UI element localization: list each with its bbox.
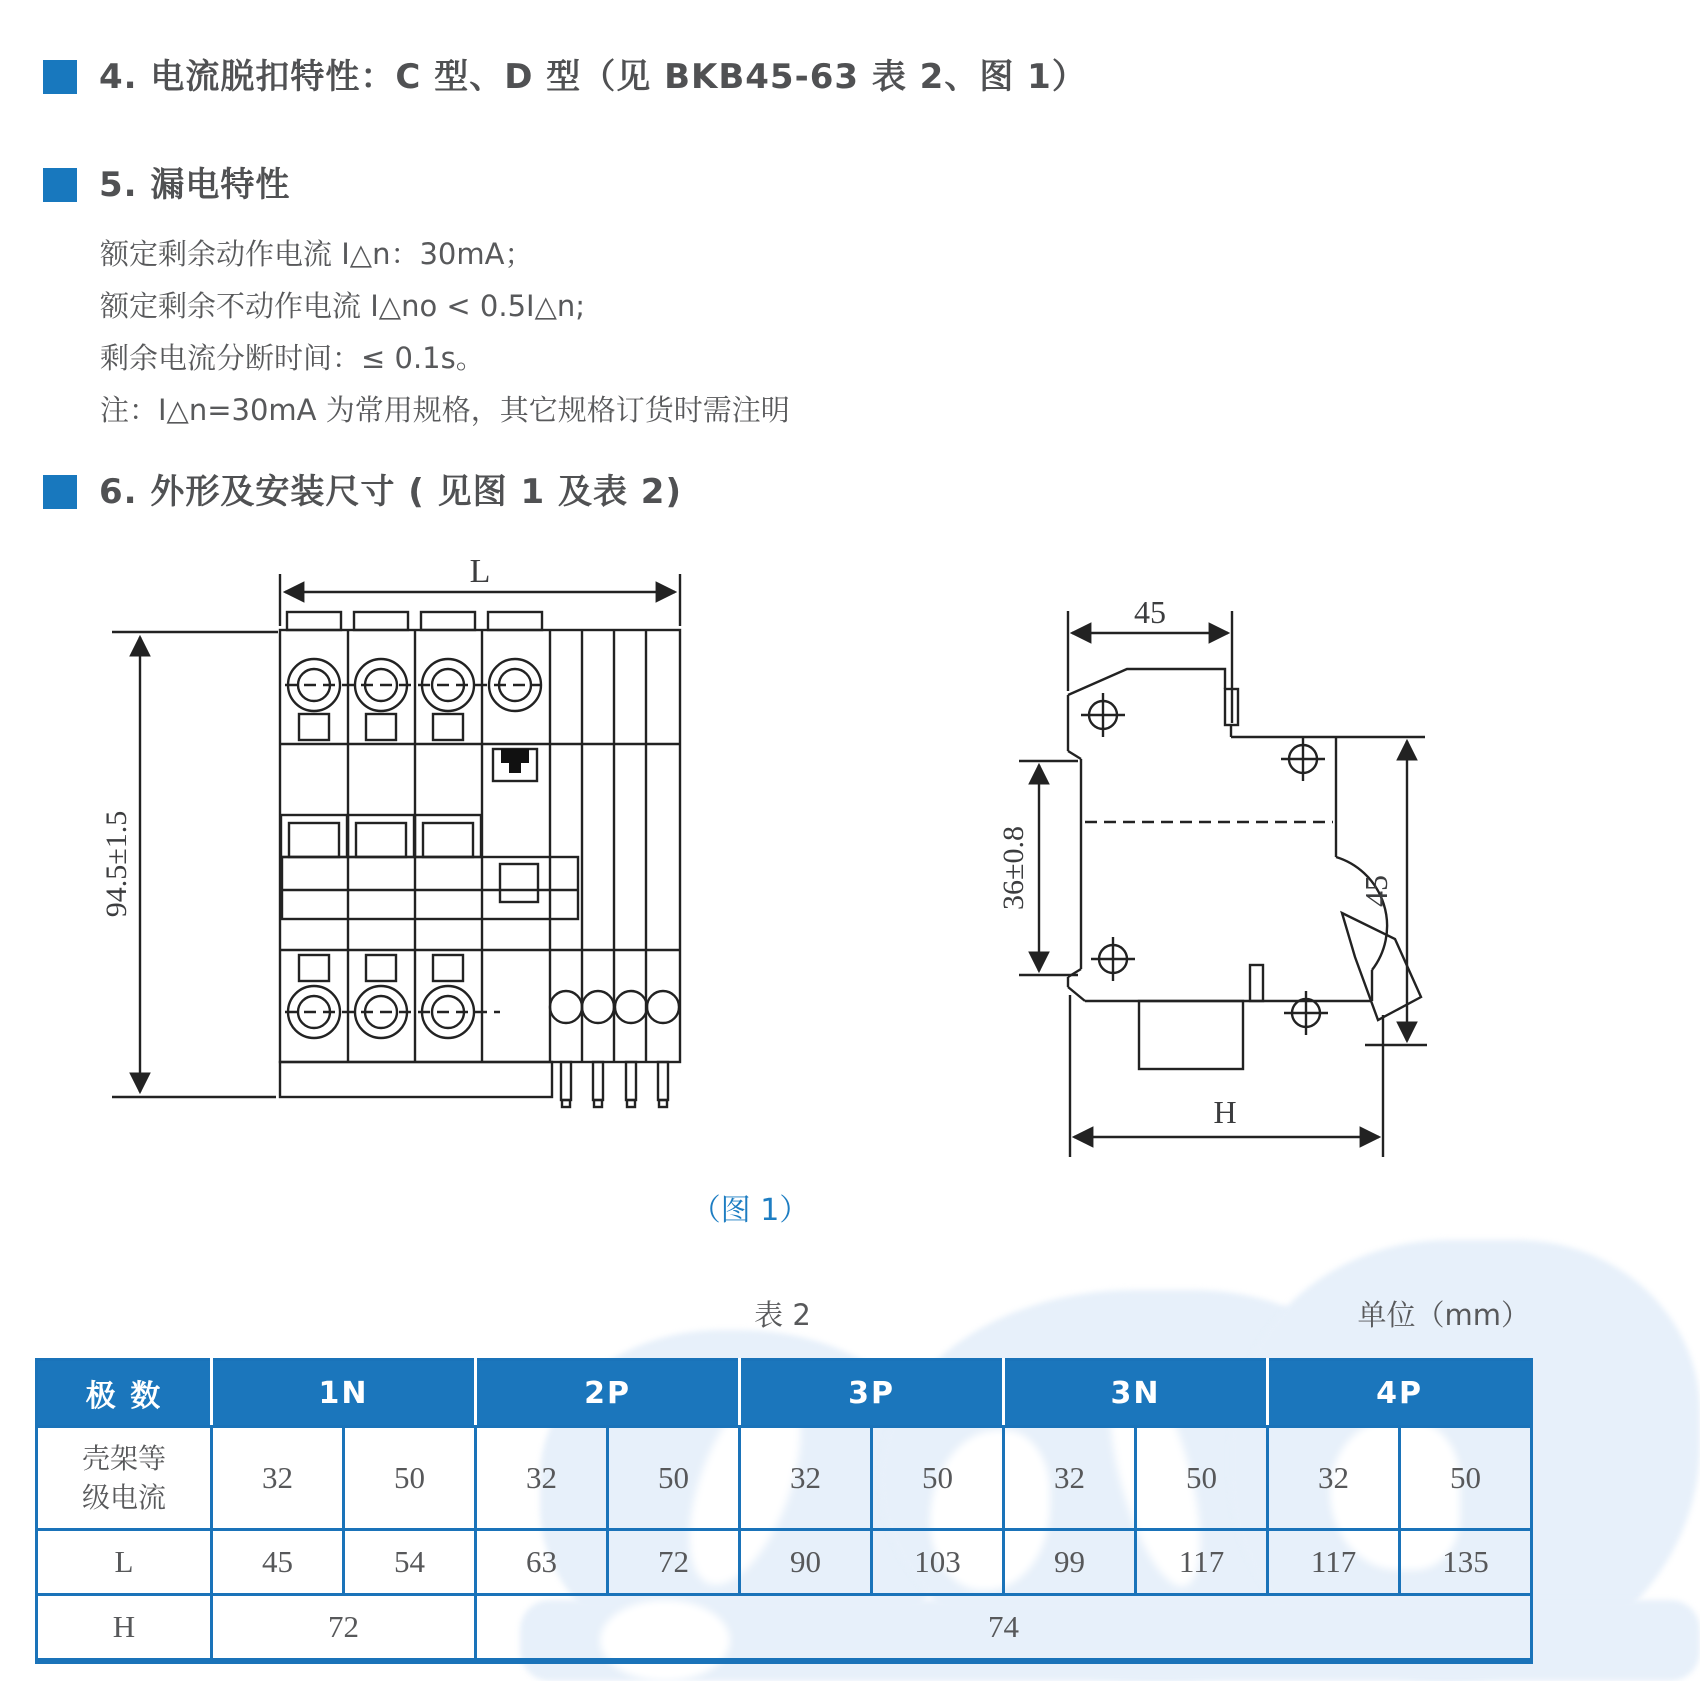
- table-meta-row: [35, 1293, 1530, 1333]
- dim-label-36: 36±0.8: [997, 826, 1030, 910]
- cell-L: 135: [1400, 1530, 1532, 1595]
- table-row-L: [37, 1530, 1532, 1595]
- header-group-1N: 1N: [212, 1360, 476, 1427]
- cell-frame-current: 32: [476, 1427, 608, 1530]
- blue-square-bullet: [43, 475, 77, 509]
- cell-L: 54: [344, 1530, 476, 1595]
- cell-H-rest: 74: [476, 1595, 1532, 1662]
- section-5-heading: [43, 163, 290, 207]
- row-label-line: 级电流: [81, 1481, 166, 1514]
- header-group-3P: 3P: [740, 1360, 1004, 1427]
- table-row-frame-current: [37, 1427, 1532, 1530]
- cell-L: 63: [476, 1530, 608, 1595]
- header-group-2P: 2P: [476, 1360, 740, 1427]
- section-4-title: 4. 电流脱扣特性：C 型、D 型（见 BKB45-63 表 2、图 1）: [99, 57, 1087, 97]
- dim-label-H: H: [1213, 1094, 1237, 1130]
- dim-label-height: 94.5±1.5: [100, 810, 133, 918]
- cell-frame-current: 32: [1004, 1427, 1136, 1530]
- figure-caption: （图 1）: [690, 1193, 810, 1228]
- dim-label-top-45: 45: [1134, 594, 1166, 630]
- cell-H-1N: 72: [212, 1595, 476, 1662]
- dim-label-right-45: 45: [1358, 875, 1394, 907]
- cell-frame-current: 32: [1268, 1427, 1400, 1530]
- section-6-title: 6. 外形及安装尺寸 ( 见图 1 及表 2): [99, 472, 682, 512]
- table-caption: 表 2: [754, 1298, 811, 1332]
- spec-line: 额定剩余不动作电流 I△no < 0.5I△n;: [100, 289, 586, 323]
- row-label-line: 壳架等: [81, 1441, 166, 1475]
- cell-L: 117: [1268, 1530, 1400, 1595]
- spec-line: 剩余电流分断时间：≤ 0.1s。: [100, 341, 485, 375]
- row-label-L: L: [37, 1530, 212, 1595]
- unit-label: 单位（mm）: [1357, 1298, 1530, 1332]
- table-header-row: [37, 1360, 1532, 1427]
- cell-L: 117: [1136, 1530, 1268, 1595]
- header-group-3N: 3N: [1004, 1360, 1268, 1427]
- dim-label-L: L: [469, 553, 491, 590]
- row-label-frame-current: [37, 1427, 212, 1530]
- cell-L: 45: [212, 1530, 344, 1595]
- front-view-drawing: [80, 552, 730, 1112]
- spec-line: 注：I△n=30mA 为常用规格，其它规格订货时需注明: [100, 393, 790, 427]
- blue-square-bullet: [43, 168, 77, 202]
- header-poles: 极 数: [37, 1360, 212, 1427]
- cell-frame-current: 50: [608, 1427, 740, 1530]
- cell-frame-current: 50: [872, 1427, 1004, 1530]
- cell-frame-current: 32: [212, 1427, 344, 1530]
- header-group-4P: 4P: [1268, 1360, 1532, 1427]
- cell-frame-current: 50: [344, 1427, 476, 1530]
- blue-square-bullet: [43, 60, 77, 94]
- row-label-H: H: [37, 1595, 212, 1662]
- section-6-heading: [43, 470, 682, 514]
- section-4-heading: [43, 55, 1087, 99]
- spec-line: 额定剩余动作电流 I△n：30mA；: [100, 237, 534, 271]
- section-5-title: 5. 漏电特性: [99, 165, 291, 205]
- dimensions-table: [35, 1358, 1533, 1664]
- cell-frame-current: 50: [1400, 1427, 1532, 1530]
- cell-frame-current: 32: [740, 1427, 872, 1530]
- leakage-spec-lines: [100, 228, 790, 436]
- table-row-H: [37, 1595, 1532, 1662]
- cell-L: 103: [872, 1530, 1004, 1595]
- cell-L: 90: [740, 1530, 872, 1595]
- cell-L: 72: [608, 1530, 740, 1595]
- side-view-drawing: [935, 545, 1515, 1165]
- cell-frame-current: 50: [1136, 1427, 1268, 1530]
- cell-L: 99: [1004, 1530, 1136, 1595]
